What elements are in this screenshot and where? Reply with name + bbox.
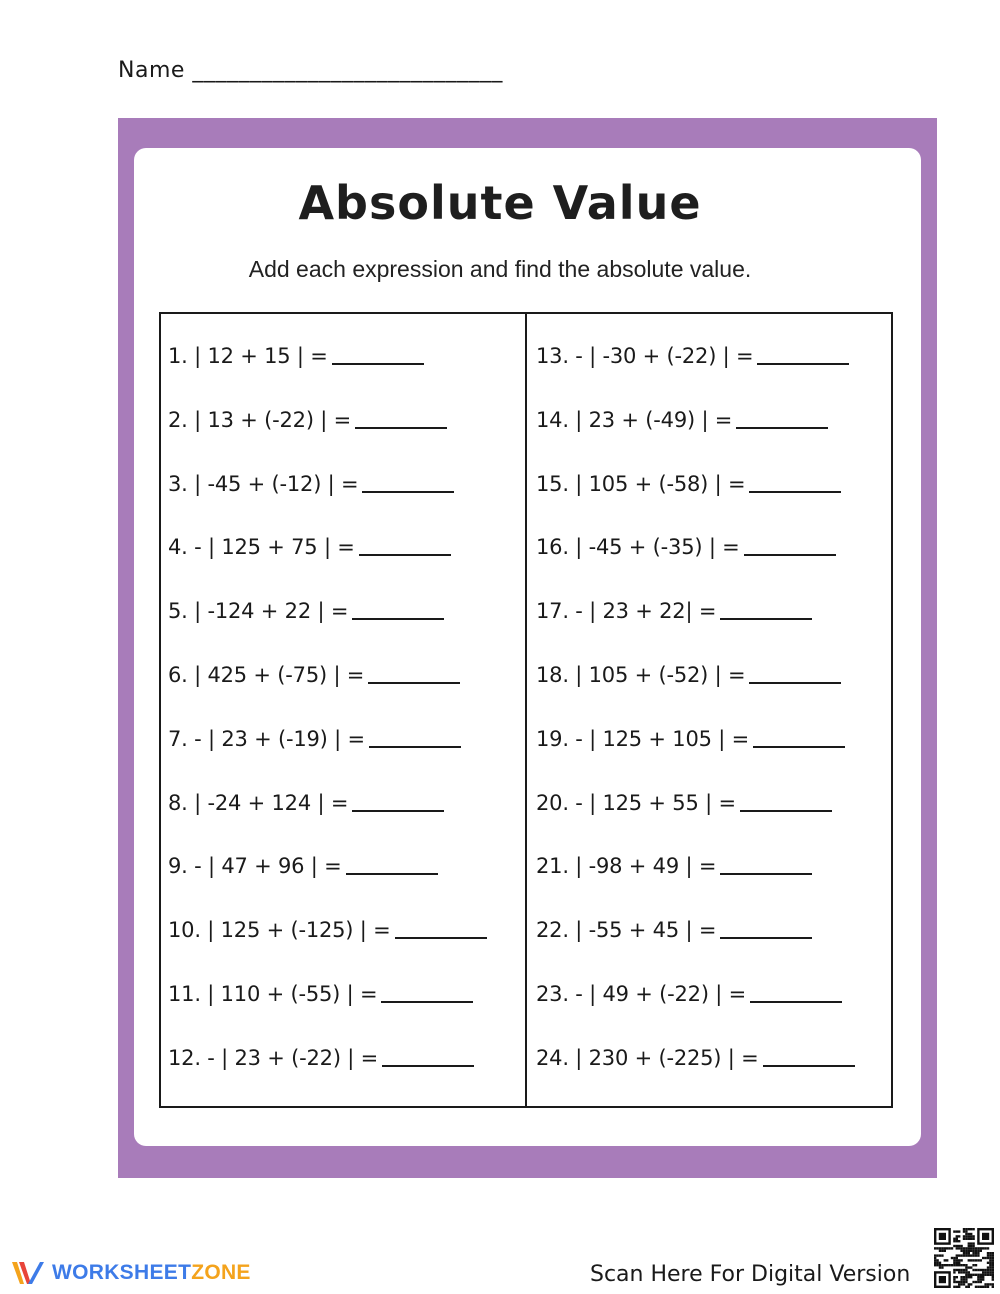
problem-item (168, 982, 473, 1006)
problem-text: 1. | 12 + 15 | = (168, 344, 328, 368)
problem-item (536, 344, 849, 368)
answer-blank[interactable] (355, 426, 447, 429)
answer-blank[interactable] (382, 1064, 474, 1067)
problem-item (536, 408, 828, 432)
problem-item (536, 727, 845, 751)
problem-item (536, 791, 832, 815)
answer-blank[interactable] (740, 809, 832, 812)
problem-text: 5. | -124 + 22 | = (168, 599, 349, 624)
worksheet-title: Absolute Value (298, 176, 702, 230)
problem-item (168, 1046, 474, 1070)
answer-blank[interactable] (744, 553, 836, 556)
answer-blank[interactable] (753, 745, 845, 748)
problem-text: 10. | 125 + (-125) | = (168, 918, 391, 943)
problem-item (536, 982, 842, 1006)
answer-blank[interactable] (359, 553, 451, 556)
problem-text: 3. | -45 + (-12) | = (168, 471, 359, 496)
problem-item (168, 408, 447, 432)
problem-text: 6. | 425 + (-75) | = (168, 663, 365, 687)
problem-text: 20. - | 125 + 55 | = (536, 790, 736, 815)
worksheetzone-logo-icon (10, 1258, 48, 1288)
problem-item (536, 1046, 855, 1070)
worksheetzone-logo[interactable] (10, 1258, 251, 1288)
problem-text: 21. | -98 + 49 | = (536, 854, 717, 879)
qr-code-icon[interactable] (934, 1228, 994, 1288)
problem-item (168, 535, 451, 559)
answer-blank[interactable] (720, 872, 812, 875)
answer-blank[interactable] (757, 362, 849, 365)
problem-text: 22. | -55 + 45 | = (536, 918, 717, 943)
problem-item (168, 472, 454, 496)
answer-blank[interactable] (720, 617, 812, 620)
answer-blank[interactable] (381, 1000, 473, 1003)
problem-text: 11. | 110 + (-55) | = (168, 982, 378, 1006)
problem-text: 12. - | 23 + (-22) | = (168, 1045, 379, 1070)
problem-item (536, 918, 812, 942)
answer-blank[interactable] (750, 1000, 842, 1003)
problem-text: 2. | 13 + (-22) | = (168, 407, 352, 432)
problem-item (536, 472, 841, 496)
answer-blank[interactable] (352, 809, 444, 812)
problem-text: 24. | 230 + (-225) | = (536, 1045, 759, 1070)
problem-text: 13. - | -30 + (-22) | = (536, 344, 754, 368)
problem-item (536, 599, 812, 623)
problem-text: 16. | -45 + (-35) | = (536, 535, 740, 560)
answer-blank[interactable] (346, 872, 438, 875)
problem-item (168, 727, 461, 751)
problem-text: 18. | 105 + (-52) | = (536, 663, 746, 687)
answer-blank[interactable] (369, 745, 461, 748)
problem-item (536, 535, 836, 559)
problem-text: 8. | -24 + 124 | = (168, 790, 349, 815)
scan-caption: Scan Here For Digital Version (590, 1262, 911, 1287)
brand-name-part1: WORKSHEET (52, 1261, 192, 1284)
answer-blank[interactable] (352, 617, 444, 620)
problem-item (168, 663, 460, 687)
answer-blank[interactable] (749, 681, 841, 684)
problem-text: 23. - | 49 + (-22) | = (536, 982, 747, 1006)
problem-item (168, 854, 438, 878)
problem-item (536, 854, 812, 878)
problem-text: 19. - | 125 + 105 | = (536, 726, 750, 751)
problem-text: 15. | 105 + (-58) | = (536, 471, 746, 496)
problem-text: 14. | 23 + (-49) | = (536, 407, 733, 432)
answer-blank[interactable] (749, 490, 841, 493)
answer-blank[interactable] (736, 426, 828, 429)
answer-blank[interactable] (763, 1064, 855, 1067)
problem-item (536, 663, 841, 687)
brand-name-part2: ZONE (191, 1261, 251, 1284)
problem-item (168, 791, 444, 815)
problem-text: 17. - | 23 + 22| = (536, 599, 717, 624)
answer-blank[interactable] (368, 681, 460, 684)
column-divider (525, 312, 527, 1108)
answer-blank[interactable] (332, 362, 424, 365)
problem-item (168, 918, 487, 942)
brand-name (52, 1261, 251, 1285)
worksheet-instructions: Add each expression and find the absolute value. (248, 256, 752, 282)
name-line: Name ___________________________ (118, 58, 503, 83)
problem-text: 7. - | 23 + (-19) | = (168, 726, 365, 751)
answer-blank[interactable] (362, 490, 454, 493)
answer-blank[interactable] (395, 936, 487, 939)
problem-item (168, 599, 444, 623)
problem-text: 4. - | 125 + 75 | = (168, 535, 355, 560)
answer-blank[interactable] (720, 936, 812, 939)
problem-item (168, 344, 424, 368)
problem-text: 9. - | 47 + 96 | = (168, 854, 342, 879)
